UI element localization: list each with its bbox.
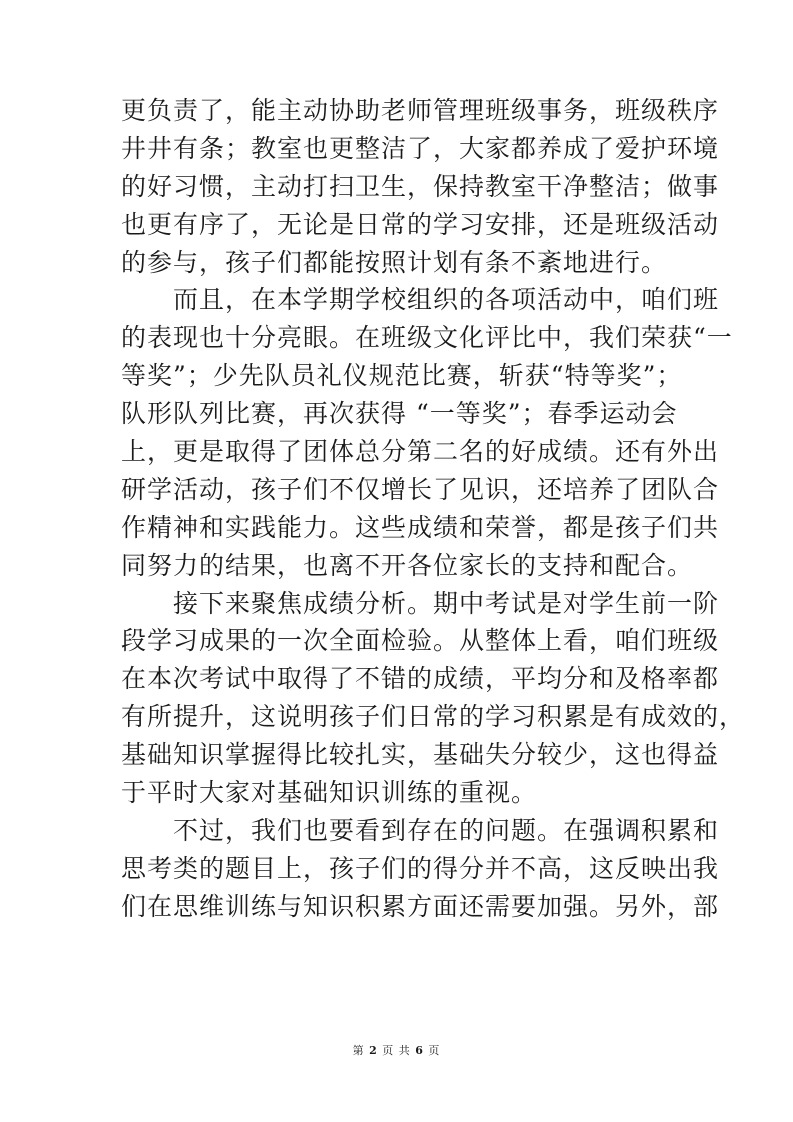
text-line: 更负责了，能主动协助老师管理班级事务，班级秩序 [121, 96, 720, 125]
text-line: 队形队列比赛，再次获得 “一等奖”；春季运动会 [121, 399, 678, 429]
text-line: 于平时大家对基础知识训练的重视。 [121, 778, 538, 808]
page-number-footer [0, 1042, 793, 1058]
text-line: 作精神和实践能力。这些成绩和荣誉，都是孩子们共 [121, 512, 720, 542]
text-line: 不过，我们也要看到存在的问题。在强调积累和 [121, 815, 720, 845]
footer-middle: 页 共 [382, 1044, 411, 1057]
text-line: 在本次考试中取得了不错的成绩，平均分和及格率都 [121, 664, 720, 694]
text-line: 思考类的题目上，孩子们的得分并不高，这反映出我 [121, 853, 720, 883]
current-page-number: 2 [369, 1044, 378, 1057]
footer-suffix: 页 [428, 1044, 441, 1057]
body-text [121, 92, 746, 926]
total-pages-number: 6 [415, 1044, 424, 1057]
text-line: 的表现也十分亮眼。在班级文化评比中，我们荣获“一 [121, 323, 733, 353]
text-line: 基础知识掌握得比较扎实，基础失分较少，这也得益 [121, 740, 720, 770]
text-line: 同努力的结果，也离不开各位家长的支持和配合。 [121, 550, 694, 580]
text-line: 也更有序了，无论是日常的学习安排，还是班级活动 [121, 209, 720, 239]
text-line: 井井有条；教室也更整洁了，大家都养成了爱护环境 [121, 133, 720, 163]
footer-prefix: 第 [352, 1044, 365, 1057]
text-line: 研学活动，孩子们不仅增长了见识，还培养了团队合 [121, 474, 720, 504]
text-line: 的参与，孩子们都能按照计划有条不紊地进行。 [121, 247, 668, 277]
text-line: 而且，在本学期学校组织的各项活动中，咱们班 [121, 285, 720, 315]
text-line: 的好习惯，主动打扫卫生，保持教室干净整洁；做事 [121, 171, 720, 201]
text-line: 接下来聚焦成绩分析。期中考试是对学生前一阶 [121, 588, 720, 618]
text-line: 等奖”；少先队员礼仪规范比赛，斩获“特等奖”； [121, 361, 683, 391]
text-line: 有所提升，这说明孩子们日常的学习积累是有成效的， [121, 702, 746, 732]
text-line: 上，更是取得了团体总分第二名的好成绩。还有外出 [121, 437, 720, 467]
text-line: 们在思维训练与知识积累方面还需要加强。另外，部 [121, 891, 720, 921]
text-line: 段学习成果的一次全面检验。从整体上看，咱们班级 [121, 626, 720, 656]
